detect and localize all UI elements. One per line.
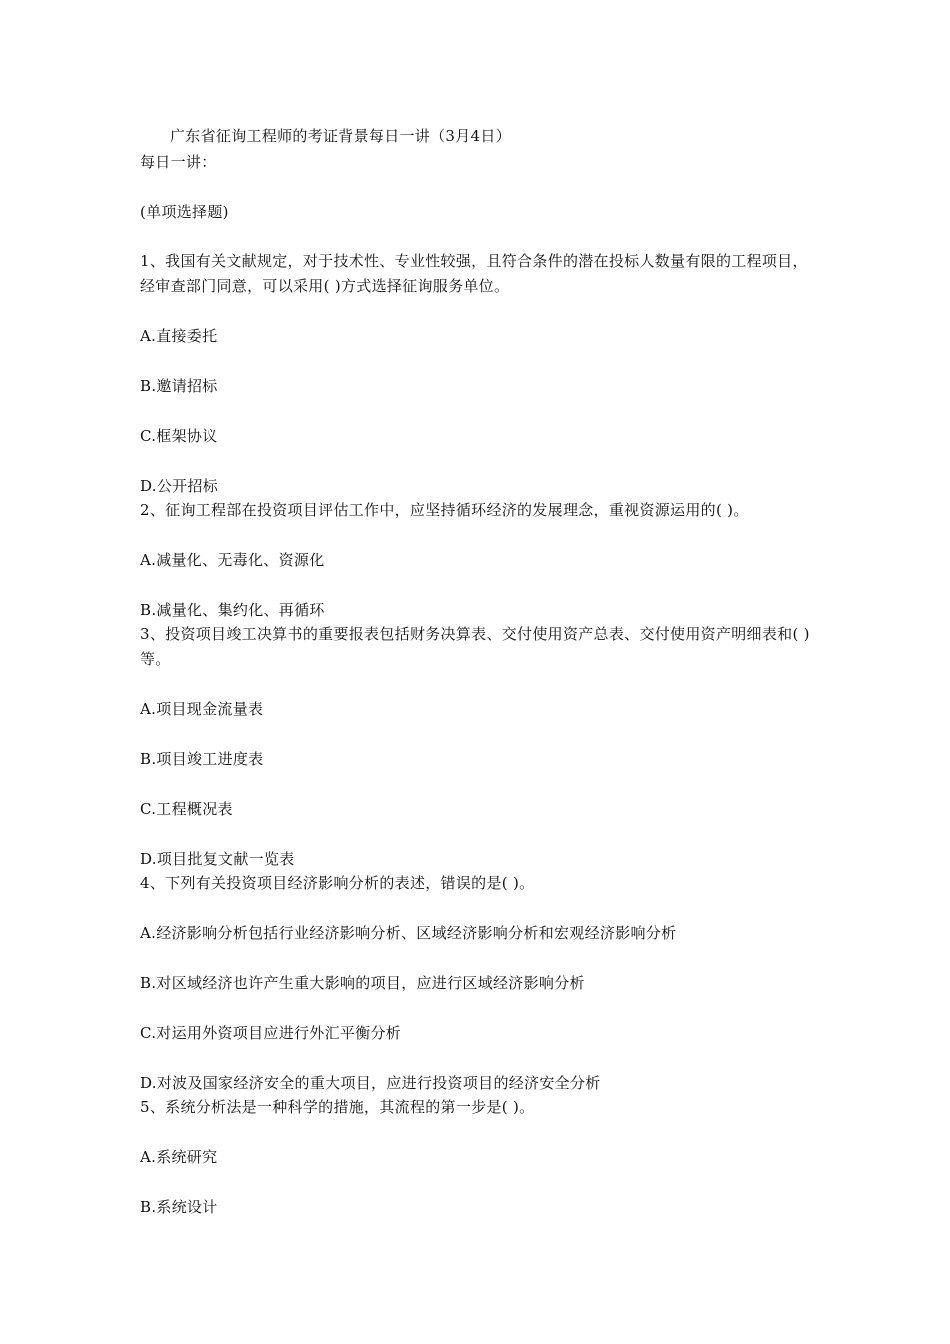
question-3-stem: 3、投资项目竣工决算书的重要报表包括财务决算表、交付使用资产总表、交付使用资产明细表和( )等。 [140, 625, 810, 668]
question-4-option-b: B.对区域经济也许产生重大影响的项目，应进行区域经济影响分析 [140, 974, 585, 992]
question-4-stem: 4、下列有关投资项目经济影响分析的表述，错误的是( )。 [140, 874, 535, 892]
question-3-option-b: B.项目竣工进度表 [140, 750, 264, 768]
question-4-option-c: C.对运用外资项目应进行外汇平衡分析 [140, 1024, 402, 1042]
intro-text: 每日一讲： [140, 153, 217, 171]
question-2-stem: 2、征询工程部在投资项目评估工作中，应坚持循环经济的发展理念，重视资源运用的( )。 [140, 501, 749, 519]
question-5-option-a: A.系统研究 [140, 1148, 218, 1166]
question-1-option-a: A.直接委托 [140, 327, 218, 345]
question-1-option-c: C.框架协议 [140, 427, 218, 445]
question-5-option-b: B.系统设计 [140, 1198, 218, 1216]
question-3-option-a: A.项目现金流量表 [140, 700, 264, 718]
question-3-option-c: C.工程概况表 [140, 800, 233, 818]
question-2-option-a: A.减量化、无毒化、资源化 [140, 551, 325, 569]
question-3-option-d: D.项目批复文献一览表 [140, 850, 295, 868]
question-1-option-b: B.邀请招标 [140, 377, 218, 395]
question-4-option-d: D.对波及国家经济安全的重大项目，应进行投资项目的经济安全分析 [140, 1074, 601, 1092]
document-title: 广东省征询工程师的考证背景每日一讲（3月4日） [170, 127, 511, 145]
section-heading: (单项选择题) [140, 203, 229, 221]
question-4-option-a: A.经济影响分析包括行业经济影响分析、区域经济影响分析和宏观经济影响分析 [140, 924, 677, 942]
question-5-stem: 5、系统分析法是一种科学的措施，其流程的第一步是( )。 [140, 1098, 535, 1116]
question-1-option-d: D.公开招标 [140, 477, 219, 495]
question-2-option-b: B.减量化、集约化、再循环 [140, 601, 325, 619]
question-1-stem: 1、我国有关文献规定，对于技术性、专业性较强，且符合条件的潜在投标人数量有限的工程项目，经审查部门同意，可以采用( )方式选择征询服务单位。 [140, 252, 808, 295]
